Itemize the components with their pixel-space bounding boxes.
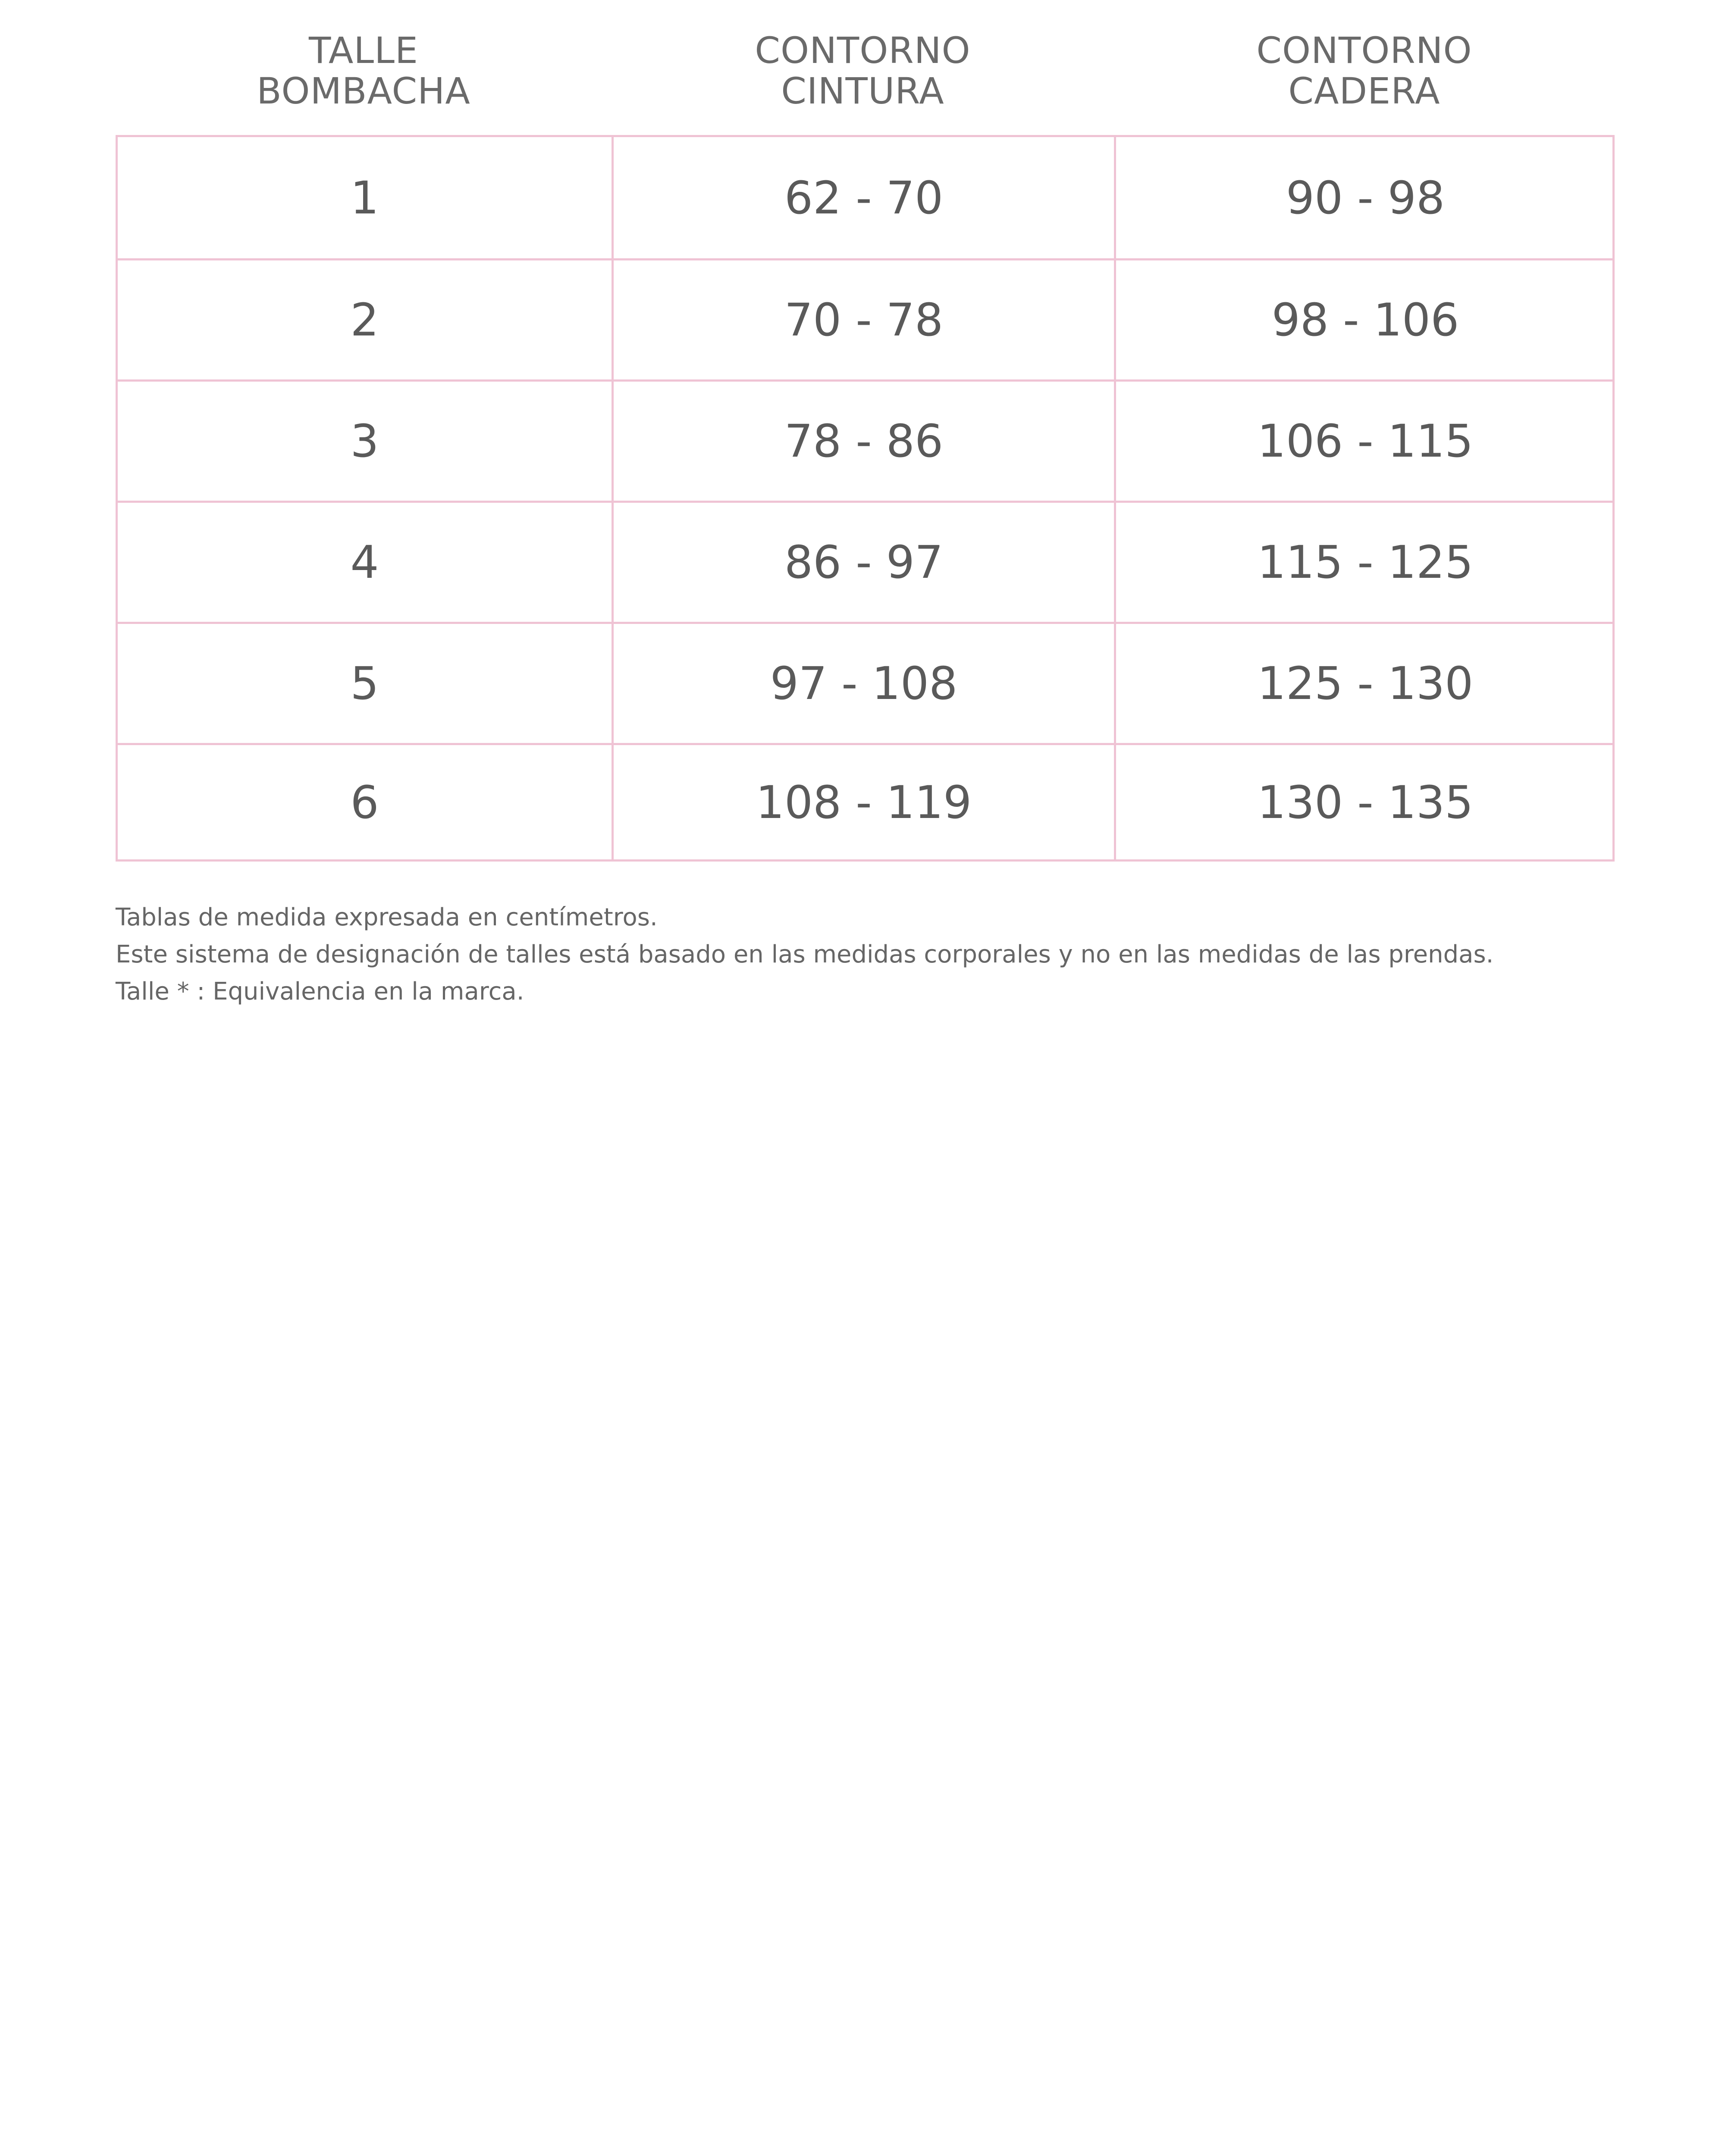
cell-talle: 6 — [350, 776, 379, 829]
cell-cintura: 70 - 78 — [612, 260, 1114, 379]
cell-cintura: 86 - 97 — [612, 503, 1114, 622]
cell-talle: 4 — [350, 536, 379, 589]
table-row — [118, 622, 1612, 743]
cell-cadera: 98 - 106 — [1114, 260, 1615, 379]
cell-talle: 2 — [350, 294, 379, 346]
cell-talle: 5 — [350, 657, 379, 710]
note-units: Tablas de medida expresada en centímetros. — [116, 903, 658, 931]
cell-cadera: 115 - 125 — [1114, 503, 1615, 622]
table-row — [118, 137, 1612, 258]
header-contorno-cadera: CONTORNO CADERA — [1256, 29, 1472, 112]
cell-cintura: 78 - 86 — [612, 382, 1114, 501]
table-row — [118, 501, 1612, 622]
cell-talle: 1 — [350, 171, 379, 224]
footnotes — [116, 899, 1615, 1010]
cell-cadera: 130 - 135 — [1114, 745, 1615, 859]
size-table — [116, 135, 1615, 862]
header-talle-bombacha: TALLE BOMBACHA — [257, 29, 470, 112]
cell-cadera: 90 - 98 — [1114, 137, 1615, 258]
note-sizing-system: Este sistema de designación de talles está basado en las medidas corporales y no en las medidas de las prendas. — [116, 940, 1494, 968]
cell-cadera: 106 - 115 — [1114, 382, 1615, 501]
cell-cadera: 125 - 130 — [1114, 624, 1615, 743]
cell-cintura: 97 - 108 — [612, 624, 1114, 743]
cell-cintura: 108 - 119 — [612, 745, 1114, 859]
cell-talle: 3 — [350, 415, 379, 467]
header-contorno-cintura: CONTORNO CINTURA — [755, 29, 971, 112]
table-row — [118, 743, 1612, 859]
table-row — [118, 258, 1612, 379]
table-row — [118, 379, 1612, 501]
note-brand-equivalence: Talle * : Equivalencia en la marca. — [116, 978, 524, 1006]
cell-cintura: 62 - 70 — [612, 137, 1114, 258]
table-header — [116, 30, 1615, 129]
